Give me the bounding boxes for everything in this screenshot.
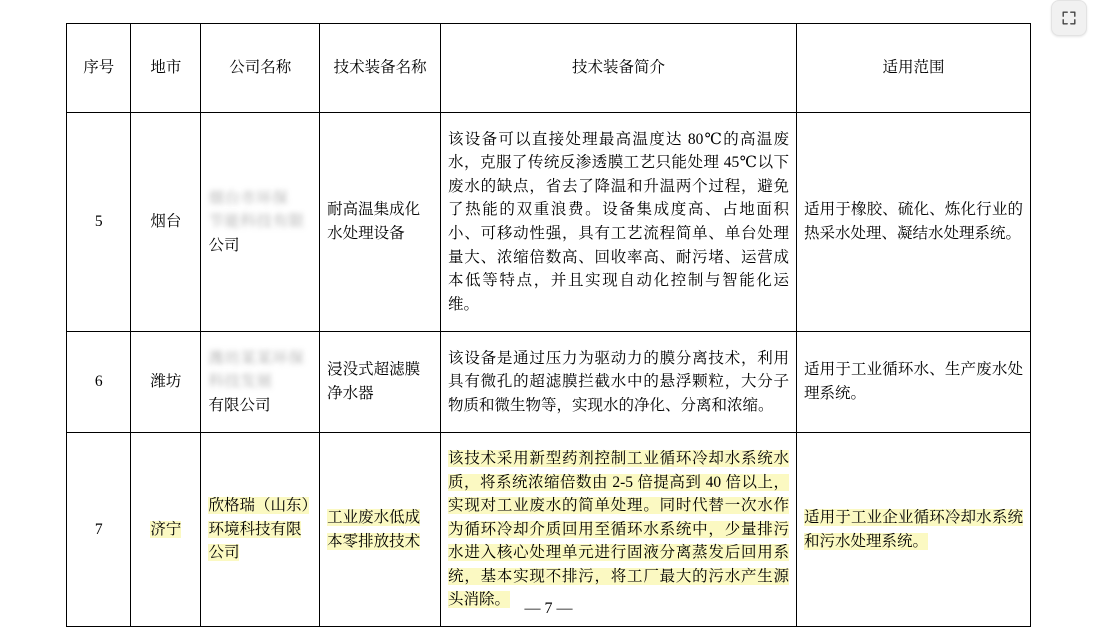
column-header-city: 地市 (131, 24, 201, 113)
cell-description (441, 433, 797, 627)
cell-city-highlight: 济宁 (150, 520, 182, 538)
company-redacted-line: 潍坊某某环保 (208, 349, 305, 367)
cell-description-highlight: 该技术采用新型药剂控制工业循环冷却水系统水质，将系统浓缩倍数由 2-5 倍提高到 40 倍以上，实现对工业废水的简单处理。同时代替一次水作为循环冷却介质回用至循环水系统中，少量排污水进入核心处理单元进行固液分离蒸发后回用系统，基本实现不排污，将工厂最大的污水产生源头消除。 (448, 450, 790, 609)
cell-city (131, 433, 201, 627)
column-header-equipment: 技术装备名称 (320, 24, 441, 113)
cell-description: 该设备是通过压力为驱动力的膜分离技术，利用具有微孔的超滤膜拦截水中的悬浮颗粒，大分子物质和微生物等，实现水的净化、分离和浓缩。 (441, 332, 797, 433)
cell-scope-highlight: 适用于工业企业循环冷却水系统和污水处理系统。 (804, 508, 1023, 550)
column-header-scope: 适用范围 (797, 24, 1031, 113)
cell-equipment-highlight: 工业废水低成本零排放技术 (327, 508, 421, 550)
cell-scope: 适用于橡胶、硫化、炼化行业的热采水处理、凝结水处理系统。 (797, 113, 1031, 332)
company-redacted-block (208, 347, 312, 394)
equipment-table (66, 23, 1031, 627)
cell-equipment: 浸没式超滤膜净水器 (320, 332, 441, 433)
cell-equipment: 耐高温集成化水处理设备 (320, 113, 441, 332)
cell-city: 潍坊 (131, 332, 201, 433)
cell-no: 5 (67, 113, 131, 332)
cell-company (201, 332, 320, 433)
table-row (67, 113, 1031, 332)
table-row (67, 332, 1031, 433)
cell-description: 该设备可以直接处理最高温度达 80℃的高温废水，克服了传统反渗透膜工艺只能处理 45℃以下废水的缺点，省去了降温和升温两个过程，避免了热能的双重浪费。设备集成度高、占地面积小、可移动性强，具有工艺流程简单、单台处理量大、浓缩倍数高、回收率高、耐污堵、运营成本低等特点，并且实现自动化控制与智能化运维。 (441, 113, 797, 332)
company-visible-tail: 有限公司 (208, 396, 271, 414)
page-number: — 7 — (524, 600, 573, 617)
cell-company-highlight: 欣格瑞（山东）环境科技有限公司 (208, 497, 310, 562)
cell-no: 6 (67, 332, 131, 433)
cell-equipment (320, 433, 441, 627)
expand-fullscreen-button[interactable] (1051, 0, 1087, 36)
table-row (67, 433, 1031, 627)
column-header-company: 公司名称 (201, 24, 320, 113)
company-redacted-line: 烟台市环保 (208, 189, 289, 207)
expand-fullscreen-icon (1061, 10, 1077, 26)
cell-scope: 适用于工业循环水、生产废水处理系统。 (797, 332, 1031, 433)
cell-scope (797, 433, 1031, 627)
column-header-description: 技术装备简介 (441, 24, 797, 113)
company-redacted-line: 科技发展 (208, 373, 273, 391)
cell-company (201, 113, 320, 332)
company-visible-tail: 公司 (208, 236, 240, 254)
table-header-row (67, 24, 1031, 113)
company-redacted-block (208, 187, 312, 234)
cell-company (201, 433, 320, 627)
column-header-no: 序号 (67, 24, 131, 113)
cell-no: 7 (67, 433, 131, 627)
cell-city: 烟台 (131, 113, 201, 332)
company-redacted-line: 节能科技有限 (208, 213, 305, 231)
